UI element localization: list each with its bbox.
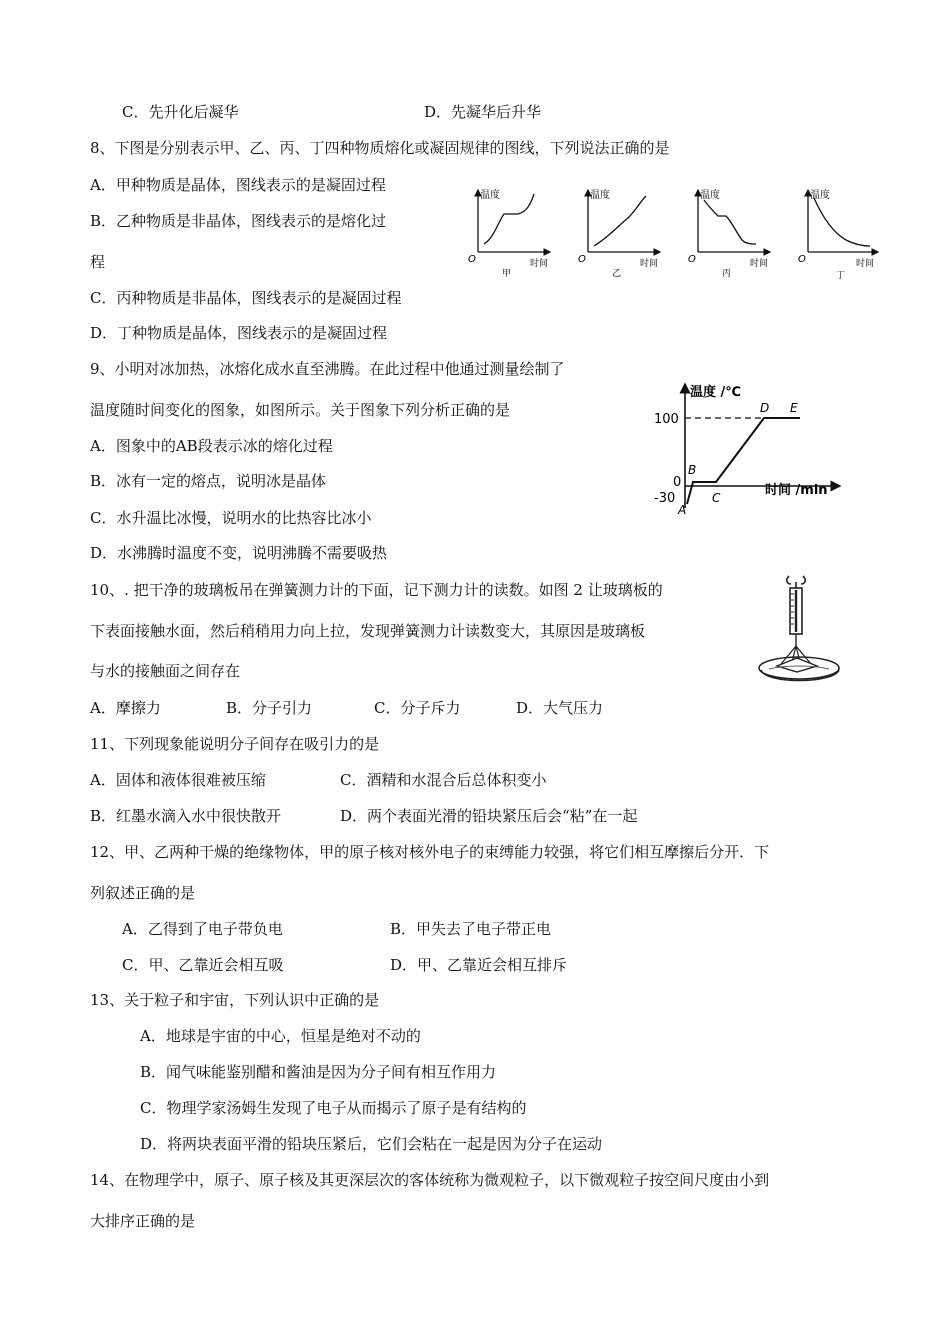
q10-stem-line2: 下表面接触水面，然后稍稍用力向上拉，发现弹簧测力计读数变大，其原因是玻璃板 — [90, 622, 646, 640]
tick-minus30: -30 — [654, 491, 676, 506]
tick-0: 0 — [673, 475, 682, 490]
point-d: D — [760, 401, 770, 415]
q8-option-c: C．丙种物质是非晶体，图线表示的是凝固过程 — [90, 289, 402, 307]
q12-option-a: A．乙得到了电子带负电 — [122, 920, 283, 938]
q8-option-a: A．甲种物质是晶体，图线表示的是凝固过程 — [90, 176, 386, 194]
tick-100: 100 — [654, 412, 679, 427]
q11-option-a: A．固体和液体很难被压缩 — [90, 771, 266, 789]
q9-option-b: B．冰有一定的熔点，说明冰是晶体 — [90, 472, 327, 490]
q14-stem-line1: 14、在物理学中，原子、原子核及其更深层次的客体统称为微观粒子，以下微观粒子按空间尺度由小到 — [90, 1171, 770, 1189]
q8-option-d: D．丁种物质是晶体，图线表示的是凝固过程 — [90, 324, 388, 342]
q8-option-b: B．乙种物质是非晶体，图线表示的是熔化过 — [90, 212, 387, 230]
q11-stem: 11、下列现象能说明分子间存在吸引力的是 — [90, 735, 380, 753]
ylabel-yi: 温度 — [590, 190, 610, 201]
ylabel-jia: 温度 — [480, 190, 500, 201]
name-yi: 乙 — [612, 269, 622, 279]
origin-jia: O — [468, 254, 476, 265]
graph-jia — [468, 188, 550, 279]
graph-ding — [798, 188, 878, 281]
point-a: A — [678, 503, 687, 516]
origin-bing: O — [688, 254, 696, 265]
curve-jia — [484, 194, 534, 244]
curve-bing — [704, 200, 756, 244]
q9-option-c: C．水升温比冰慢，说明水的比热容比冰小 — [90, 509, 372, 527]
xlabel-ding: 时间 — [856, 259, 875, 269]
q12-stem-line1: 12、甲、乙两种干燥的绝缘物体，甲的原子核对核外电子的束缚能力较强，将它们相互摩擦后分开．下 — [90, 843, 770, 861]
q8-figure — [460, 186, 880, 282]
q9-temperature-graph — [640, 378, 845, 516]
graph-bing — [688, 188, 770, 279]
q7-option-c: C．先升化后凝华 — [122, 103, 239, 121]
xlabel-bing: 时间 — [750, 259, 769, 269]
q11-option-c: C．酒精和水混合后总体积变小 — [340, 771, 547, 789]
q13-option-a: A．地球是宇宙的中心，恒星是绝对不动的 — [140, 1027, 421, 1045]
ylabel: 温度 /℃ — [690, 385, 742, 400]
xlabel-jia: 时间 — [530, 259, 549, 269]
q13-option-c: C．物理学家汤姆生发现了电子从而揭示了原子是有结构的 — [140, 1099, 527, 1117]
q14-stem-line2: 大排序正确的是 — [90, 1212, 196, 1230]
xlabel: 时间 /min — [765, 483, 828, 498]
q9-option-d: D．水沸腾时温度不变，说明沸腾不需要吸热 — [90, 544, 388, 562]
q11-option-b: B．红墨水滴入水中很快散开 — [90, 807, 282, 825]
q7-option-d: D．先凝华后升华 — [424, 103, 542, 121]
ylabel-ding: 温度 — [810, 190, 830, 201]
q9-stem-line2: 温度随时间变化的图象，如图所示。关于图象下列分析正确的是 — [90, 401, 511, 419]
q9-option-a: A．图象中的AB段表示冰的熔化过程 — [90, 437, 333, 455]
q13-option-d: D．将两块表面平滑的铅块压紧后，它们会粘在一起是因为分子在运动 — [140, 1135, 603, 1153]
name-bing: 丙 — [722, 269, 732, 279]
point-e: E — [790, 401, 798, 415]
xlabel-yi: 时间 — [640, 259, 659, 269]
point-c: C — [712, 491, 721, 505]
q11-option-d: D．两个表面光滑的铅块紧压后会“粘”在一起 — [340, 807, 638, 825]
q10-option-c: C．分子斥力 — [374, 699, 461, 717]
q10-option-a: A．摩擦力 — [90, 699, 161, 717]
q8-stem: 8、下图是分别表示甲、乙、丙、丁四种物质熔化或凝固规律的图线，下列说法正确的是 — [90, 139, 670, 157]
q12-stem-line2: 列叙述正确的是 — [90, 884, 196, 902]
q10-option-d: D．大气压力 — [516, 699, 604, 717]
q8-option-b-cont: 程 — [90, 253, 106, 271]
q10-stem-line3: 与水的接触面之间存在 — [90, 662, 241, 680]
glass-plate — [777, 658, 817, 672]
name-ding: 丁 — [836, 271, 846, 281]
curve-yi — [594, 196, 646, 246]
spring-scale-figure — [755, 572, 845, 690]
q12-option-b: B．甲失去了电子带正电 — [390, 920, 552, 938]
ylabel-bing: 温度 — [700, 190, 720, 201]
point-b: B — [688, 463, 697, 477]
curve-ding — [814, 198, 870, 246]
q12-option-d: D．甲、乙靠近会相互排斥 — [390, 956, 568, 974]
name-jia: 甲 — [502, 269, 512, 279]
q12-option-c: C．甲、乙靠近会相互吸 — [122, 956, 284, 974]
q9-stem-line1: 9、小明对冰加热，冰熔化成水直至沸腾。在此过程中他通过测量绘制了 — [90, 360, 565, 378]
origin-yi: O — [578, 254, 586, 265]
q13-stem: 13、关于粒子和宇宙，下列认识中正确的是 — [90, 991, 380, 1009]
q13-option-b: B．闻气味能鉴别醋和酱油是因为分子间有相互作用力 — [140, 1063, 497, 1081]
origin-ding: O — [798, 254, 806, 265]
q10-option-b: B．分子引力 — [226, 699, 313, 717]
graph-yi — [578, 188, 660, 279]
q10-stem-line1: 10、. 把干净的玻璃板吊在弹簧测力计的下面，记下测力计的读数。如图 2 让玻璃板的 — [90, 581, 663, 599]
